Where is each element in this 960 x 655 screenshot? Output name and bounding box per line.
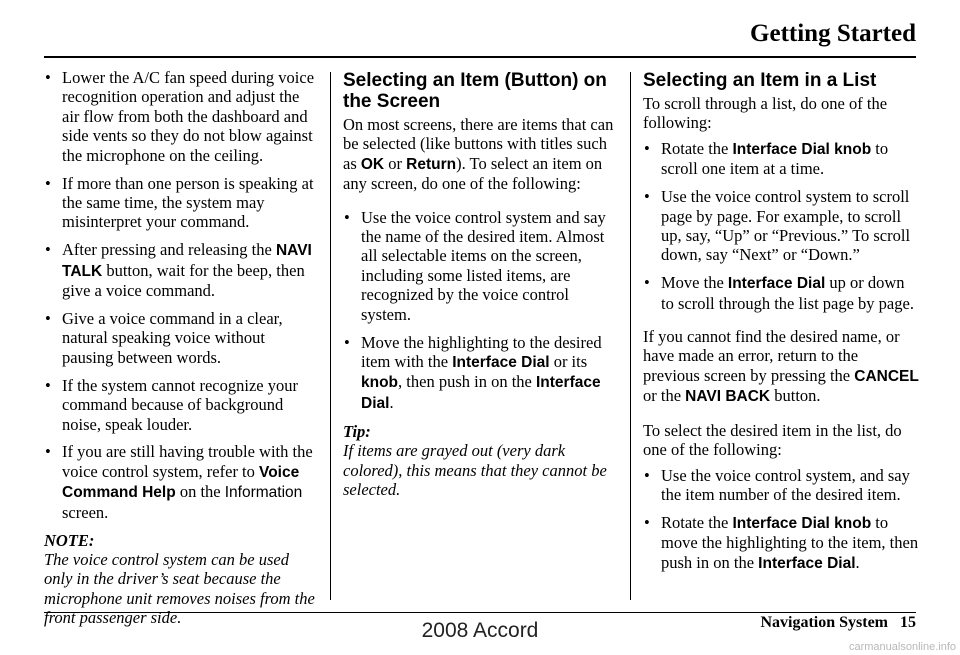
watermark: carmanualsonline.info — [848, 641, 956, 653]
list-item: • Rotate the Interface Dial knob to scroll one item at a time. — [643, 139, 919, 179]
column-divider — [330, 72, 331, 600]
section-heading: Selecting an Item (Button) on the Screen — [343, 70, 607, 112]
intro-paragraph: To scroll through a list, do one of the following: — [643, 94, 888, 133]
list-item: • Move the highlighting to the desired item with the Interface Dial or its knob, then push in on the Interface Dial. — [343, 333, 619, 414]
footer-rule — [44, 612, 916, 613]
list-item: • Move the Interface Dial up or down to scroll through the list page by page. — [643, 273, 919, 313]
list-item: • Lower the A/C fan speed during voice recognition operation and adjust the air flow from both the dashboard and side vents so they do not blow against the microphone on the ceiling. — [44, 68, 320, 165]
list-item: • Use the voice control system to scroll page by page. For example, to scroll up, say, “Up” or “Previous.” To scroll down, say “Next” or “Down.” — [643, 187, 919, 265]
tip-text: If items are grayed out (very dark colored), this means that they cannot be selected. — [343, 441, 607, 499]
ok-label: OK — [360, 155, 385, 173]
list-item: • If you are still having trouble with the voice control system, refer to Voice Command Help on the Information screen. — [44, 442, 320, 522]
interface-dial-label: Interface Dial — [452, 353, 550, 371]
intro-paragraph: On most screens, there are items that can be selected (like buttons with titles such as OK or Return). To select an item on any screen, do one of the following: — [343, 115, 614, 194]
list-item: • Use the voice control system and say the name of the desired item. Almost all selectable items on the screen, including some listed items, are recognized by the voice control system. — [343, 208, 619, 324]
return-label: Return — [406, 155, 457, 173]
column-select-list — [643, 68, 919, 582]
column-divider — [630, 72, 631, 600]
note-text: The voice control system can be used only in the driver’s seat because the microphone unit removes noises from the front passenger side. — [44, 549, 315, 628]
cancel-paragraph: If you cannot find the desired name, or have made an error, return to the previous screen by pressing the CANCEL or the NAVI BACK button. — [643, 327, 919, 406]
column-voice-tips — [44, 68, 320, 628]
knob-label: knob — [361, 374, 399, 392]
interface-dial-knob-label: Interface Dial knob — [732, 514, 872, 532]
list-item: • Rotate the Interface Dial knob to move the highlighting to the item, then push in on the Interface Dial. — [643, 513, 919, 573]
list-item: • Give a voice command in a clear, natural speaking voice without pausing between words. — [44, 309, 320, 367]
interface-dial-label: Interface Dial — [361, 374, 601, 412]
voice-command-help-label: Voice Command Help — [62, 463, 300, 502]
page-header-title: Getting Started — [750, 20, 916, 47]
select-list-methods — [643, 466, 919, 574]
footer-section-name: Navigation System — [760, 614, 888, 631]
header-rule — [44, 56, 916, 58]
list-item: • Use the voice control system, and say the item number of the desired item. — [643, 466, 919, 505]
list-item: • If the system cannot recognize your command because of background noise, speak louder. — [44, 376, 320, 434]
tip-label: Tip: — [343, 421, 371, 441]
navi-back-label: NAVI BACK — [685, 388, 771, 406]
list-item: • After pressing and releasing the NAVI TALK button, wait for the beep, then give a voice command. — [44, 240, 320, 300]
select-paragraph: To select the desired item in the list, do one of the following: — [643, 420, 902, 460]
select-methods-list — [343, 208, 619, 414]
note-label: NOTE: — [44, 530, 95, 550]
section-heading: Selecting an Item in a List — [643, 70, 877, 91]
interface-dial-label: Interface Dial — [758, 554, 856, 572]
interface-dial-knob-label: Interface Dial knob — [732, 140, 872, 158]
scroll-methods-list — [643, 139, 919, 313]
column-select-button — [343, 68, 619, 499]
navi-talk-label: NAVI TALK — [62, 242, 312, 280]
voice-tips-list — [44, 68, 320, 522]
footer-model: 2008 Accord — [421, 619, 539, 642]
information-label: Information — [224, 484, 303, 502]
cancel-label: CANCEL — [854, 367, 919, 385]
list-item: • If more than one person is speaking at the same time, the system may misinterpret your command. — [44, 174, 320, 232]
interface-dial-label: Interface Dial — [727, 275, 826, 293]
page-number: 15 — [900, 614, 916, 631]
